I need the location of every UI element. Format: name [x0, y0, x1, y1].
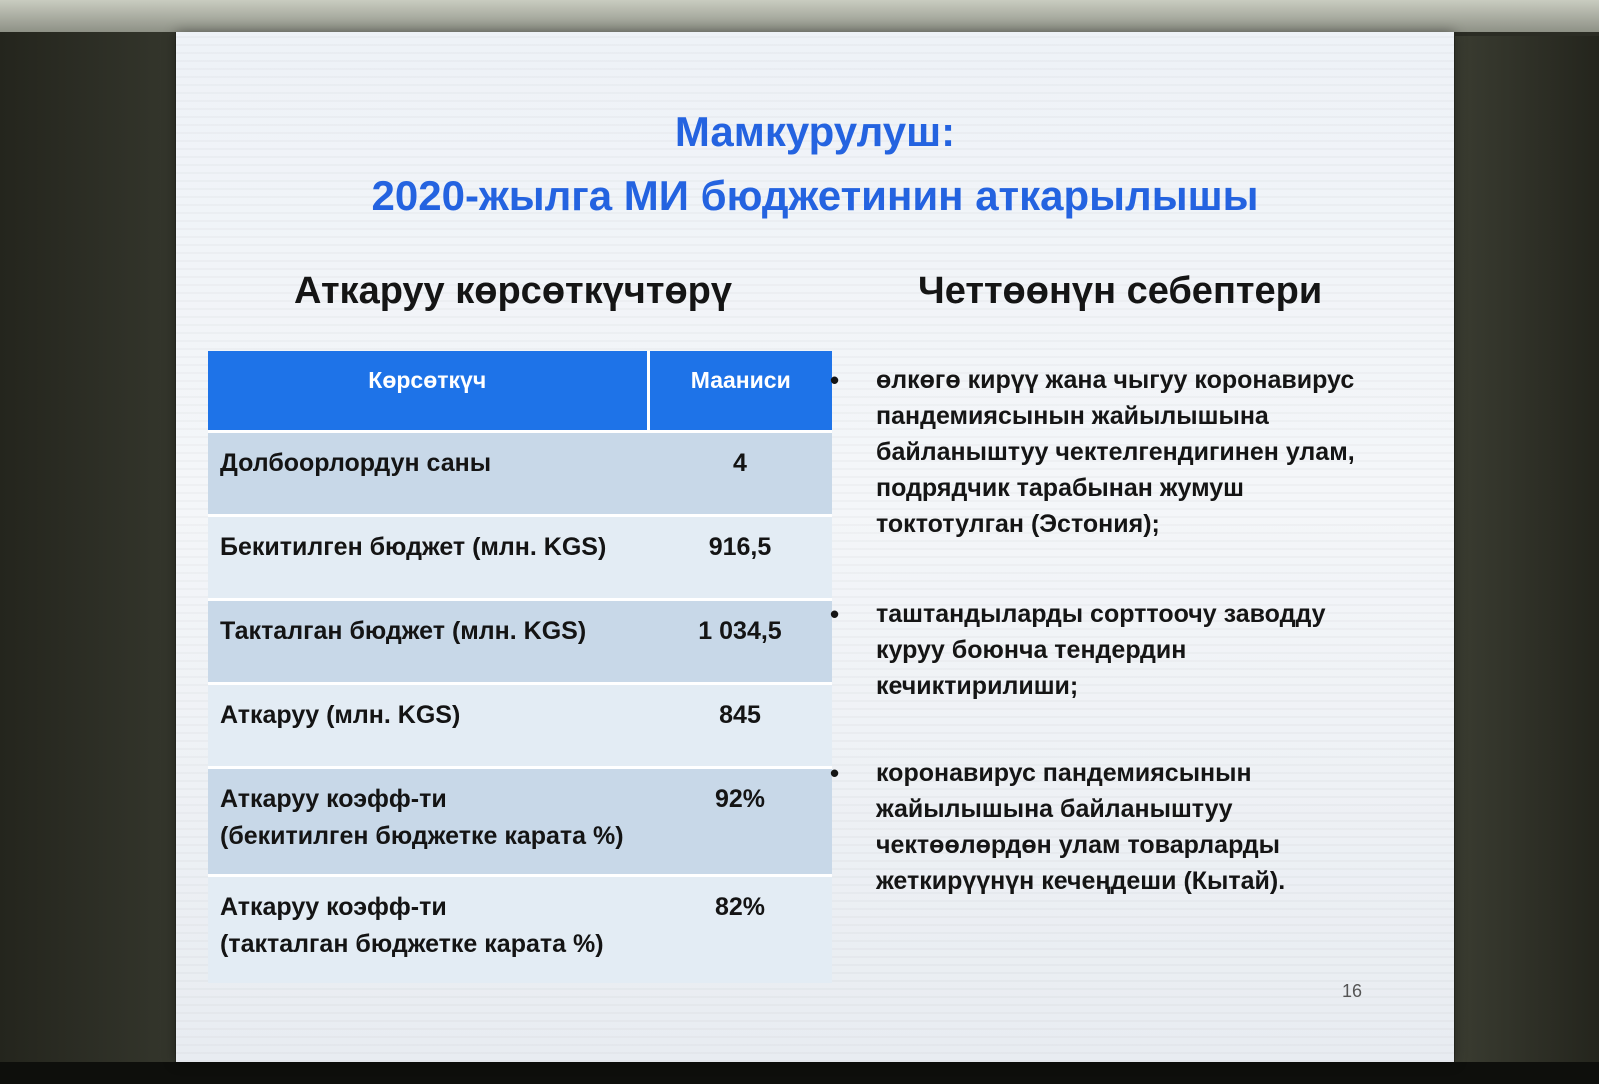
row-value: 916,5 [648, 515, 832, 599]
row-value: 845 [648, 683, 832, 767]
table-header-row [208, 351, 832, 431]
slide-title-line-2: 2020-жылга МИ бюджетинин аткарылышы [371, 172, 1259, 219]
row-label: Бекитилген бюджет (млн. KGS) [208, 515, 648, 599]
table-row [208, 515, 832, 599]
row-label-note: (бекитилген бюджетке карата %) [220, 821, 624, 850]
row-value: 82% [648, 875, 832, 983]
row-value: 92% [648, 767, 832, 875]
right-column-heading: Четтөөнүн себептери [918, 270, 1323, 312]
reason-text: коронавирус пандемиясынын жайылышына байланыштуу чектөөлөрдөн улам товарларды жеткирүүнүн кечеңдеши (Кытай). [876, 759, 1286, 895]
reason-text: өлкөгө кирүү жана чыгуу коронавирус пандемиясынын жайылышына байланыштуу чектелгендигинен улам, подрядчик тарабынан жумуш токтотулган (Эстония); [876, 366, 1355, 538]
row-label: Аткаруу (млн. KGS) [208, 683, 648, 767]
row-value: 4 [648, 431, 832, 515]
reason-text: таштандыларды сорттоочу заводду куруу боюнча тендердин кечиктирилиши; [876, 600, 1326, 700]
slide-title-line-1: Мамкурулуш: [674, 108, 956, 155]
deviation-reasons-list [830, 362, 1390, 899]
row-label: Долбоорлордун саны [208, 431, 648, 515]
table-row [208, 599, 832, 683]
page-number: 16 [1342, 981, 1363, 1001]
column-header-indicator: Көрсөткүч [208, 351, 648, 431]
performance-indicators-table [208, 351, 832, 983]
table-row [208, 683, 832, 767]
row-label: Такталган бюджет (млн. KGS) [208, 599, 648, 683]
column-header-value: Мааниси [648, 351, 832, 431]
row-label-cell [208, 767, 648, 875]
room-wall-right [1455, 36, 1599, 1066]
row-label: Аткаруу коэфф-ти [220, 784, 447, 813]
room-wall-left [0, 32, 175, 1062]
bullet-icon: • [830, 758, 840, 788]
list-item [830, 362, 1390, 542]
room-ceiling [0, 0, 1599, 32]
table-row [208, 431, 832, 515]
row-label-cell [208, 875, 648, 983]
room-floor [0, 1062, 1599, 1084]
row-label-note: (такталган бюджетке карата %) [220, 929, 604, 958]
table-row [208, 767, 832, 875]
list-item [830, 596, 1390, 704]
list-item [830, 755, 1390, 899]
slide-title [176, 100, 1454, 228]
bullet-icon: • [830, 365, 840, 395]
row-label: Аткаруу коэфф-ти [220, 892, 447, 921]
left-column-heading: Аткаруу көрсөткүчтөрү [294, 270, 733, 312]
row-value: 1 034,5 [648, 599, 832, 683]
presentation-slide [176, 32, 1454, 1062]
bullet-icon: • [830, 599, 840, 629]
table-row [208, 875, 832, 983]
